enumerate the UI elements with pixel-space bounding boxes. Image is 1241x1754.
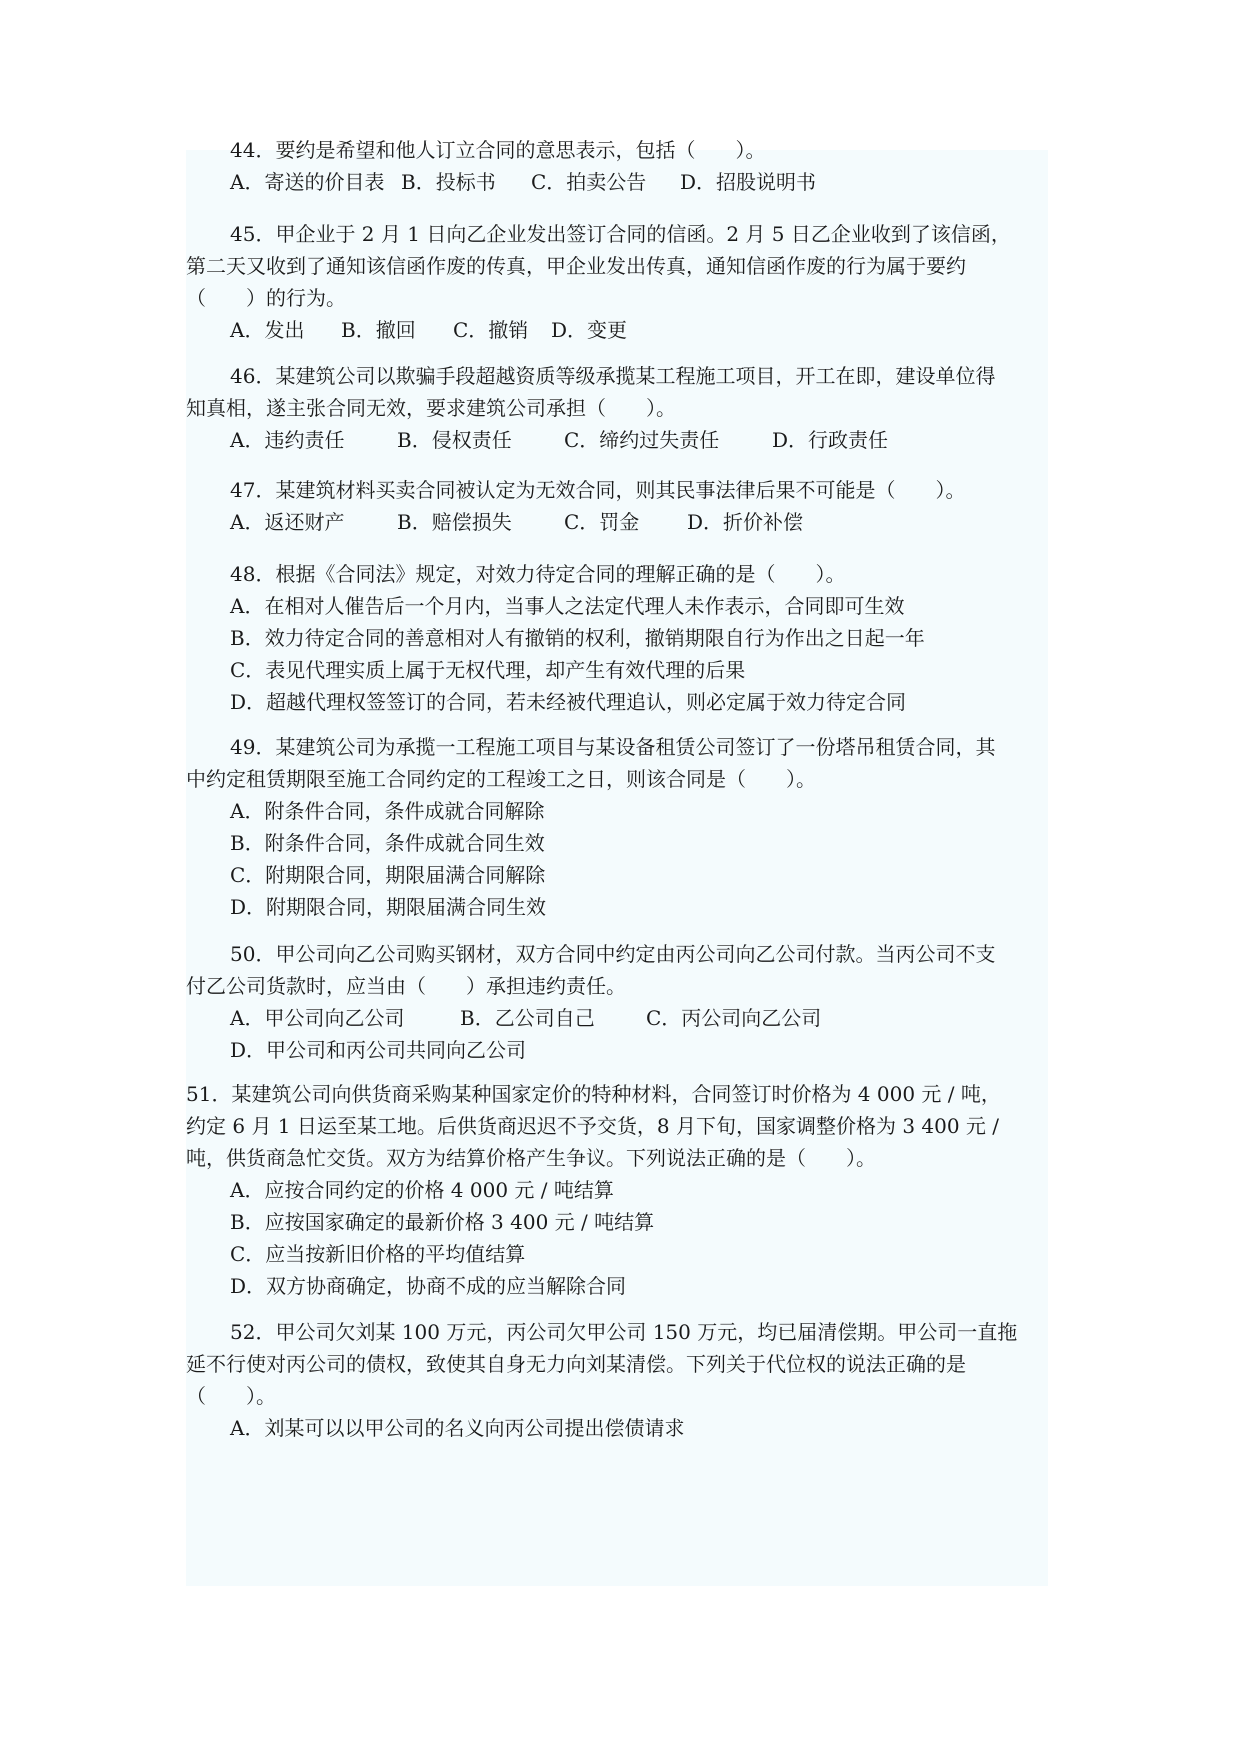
option-a: A．返还财产 [230,510,345,534]
option-line [186,166,1048,198]
question-stem-line: 延不行使对丙公司的债权，致使其自身无力向刘某清偿。下列关于代位权的说法正确的是 [186,1352,966,1376]
option-c: C．罚金 [564,510,640,534]
option-b: B．应按国家确定的最新价格 3 400 元 / 吨结算 [230,1210,655,1234]
option-b: B．乙公司自己 [460,1006,595,1030]
document-page [186,138,1048,1586]
option-c: C．丙公司向乙公司 [646,1006,822,1030]
question-47 [186,474,1048,538]
option-d: D．甲公司和丙公司共同向乙公司 [230,1038,527,1062]
question-49 [186,731,1048,923]
question-45 [186,218,1048,346]
option-a: A．违约责任 [230,428,345,452]
question-stem-line: 吨，供货商急忙交货。双方为结算价格产生争议。下列说法正确的是（ ）。 [186,1146,876,1170]
question-stem-line: 48．根据《合同法》规定，对效力待定合同的理解正确的是（ ）。 [230,562,846,586]
option-a: A．刘某可以以甲公司的名义向丙公司提出偿债请求 [230,1416,685,1440]
option-b: B．撤回 [341,318,416,342]
option-line [186,1002,1048,1034]
question-50 [186,938,1048,1066]
option-c: C．拍卖公告 [531,170,647,194]
question-stem-line: 中约定租赁期限至施工合同约定的工程竣工之日，则该合同是（ ）。 [186,767,816,791]
option-a: A．在相对人催告后一个月内，当事人之法定代理人未作表示，合同即可生效 [230,594,905,618]
question-stem-line: 付乙公司货款时，应当由（ ）承担违约责任。 [186,974,626,998]
option-d: D．超越代理权签签订的合同，若未经被代理追认，则必定属于效力待定合同 [230,690,907,714]
option-b: B．侵权责任 [397,428,512,452]
option-d: D．变更 [551,318,628,342]
option-c: C．附期限合同，期限届满合同解除 [230,863,546,887]
option-a: A．甲公司向乙公司 [230,1006,405,1030]
question-52 [186,1316,1048,1444]
option-b: B．附条件合同，条件成就合同生效 [230,831,545,855]
option-d: D．折价补偿 [687,510,804,534]
question-stem-line: 49．某建筑公司为承揽一工程施工项目与某设备租赁公司签订了一份塔吊租赁合同，其 [230,735,996,759]
option-b: B．赔偿损失 [397,510,512,534]
option-a: A．应按合同约定的价格 4 000 元 / 吨结算 [230,1178,614,1202]
option-d: D．行政责任 [772,428,889,452]
question-46 [186,360,1048,456]
question-stem-line: 50．甲公司向乙公司购买钢材，双方合同中约定由丙公司向乙公司付款。当丙公司不支 [230,942,996,966]
question-stem-line: 47．某建筑材料买卖合同被认定为无效合同，则其民事法律后果不可能是（ ）。 [230,478,966,502]
question-stem-line: 约定 6 月 1 日运至某工地。后供货商迟迟不予交货，8 月下旬，国家调整价格为 3 400 元 / [186,1114,1000,1138]
option-d: D．双方协商确定，协商不成的应当解除合同 [230,1274,627,1298]
option-c: C．表见代理实质上属于无权代理，却产生有效代理的后果 [230,658,746,682]
option-a: A．发出 [230,318,305,342]
question-stem-line: 44．要约是希望和他人订立合同的意思表示，包括（ ）。 [230,138,766,162]
option-line [186,314,1048,346]
question-stem-line: 51．某建筑公司向供货商采购某种国家定价的特种材料，合同签订时价格为 4 000 元 / 吨， [186,1082,1001,1106]
option-line [186,424,1048,456]
option-b: B．效力待定合同的善意相对人有撤销的权利，撤销期限自行为作出之日起一年 [230,626,925,650]
option-c: C．缔约过失责任 [564,428,720,452]
option-a: A．寄送的价目表 [230,170,385,194]
question-stem-line: 第二天又收到了通知该信函作废的传真，甲企业发出传真，通知信函作废的行为属于要约 [186,254,966,278]
option-d: D．招股说明书 [680,170,817,194]
question-stem-line: 知真相，遂主张合同无效，要求建筑公司承担（ ）。 [186,396,676,420]
question-44 [186,134,1048,198]
option-c: C．撤销 [453,318,529,342]
option-line [186,506,1048,538]
question-stem-line: 52．甲公司欠刘某 100 万元，丙公司欠甲公司 150 万元，均已届清偿期。甲公司一直拖 [230,1320,1018,1344]
question-stem-line: 46．某建筑公司以欺骗手段超越资质等级承揽某工程施工项目，开工在即，建设单位得 [230,364,996,388]
option-b: B．投标书 [401,170,496,194]
question-stem-line: （ ）的行为。 [186,286,346,310]
question-51 [186,1078,1048,1302]
question-stem-line: （ ）。 [186,1384,276,1408]
question-stem-line: 45．甲企业于 2 月 1 日向乙企业发出签订合同的信函。2 月 5 日乙企业收到了该信函， [230,222,1011,246]
option-a: A．附条件合同，条件成就合同解除 [230,799,545,823]
question-48 [186,558,1048,718]
option-d: D．附期限合同，期限届满合同生效 [230,895,547,919]
option-c: C．应当按新旧价格的平均值结算 [230,1242,526,1266]
